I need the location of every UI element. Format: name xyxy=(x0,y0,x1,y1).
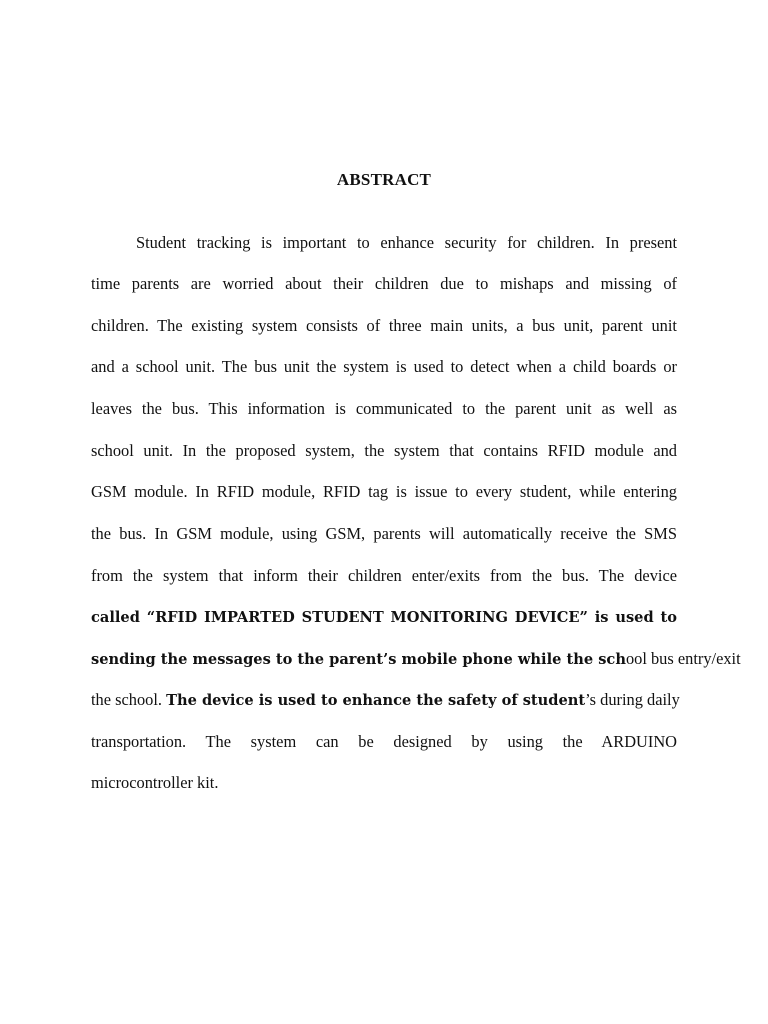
line-5-segment-1: leaves the bus. This information is communicated to the parent unit as well as xyxy=(91,399,677,418)
abstract-line-4 xyxy=(91,357,677,377)
line-12-segment-1: the school. xyxy=(91,690,167,709)
line-1-segment-1: Student tracking is important to enhance security for children. In present xyxy=(136,233,677,252)
abstract-line-2 xyxy=(91,274,677,294)
abstract-line-3 xyxy=(91,316,677,336)
line-11-segment-1: sending the messages to the parent’s mobile phone while the sch xyxy=(91,651,626,668)
line-11-segment-2: ool bus entry/exit xyxy=(625,649,741,668)
line-7-segment-1: GSM module. In RFID module, RFID tag is issue to every student, while entering xyxy=(91,482,677,501)
line-9-segment-1: from the system that inform their children enter/exits from the bus. The device xyxy=(91,566,677,585)
line-3-segment-1: children. The existing system consists of three main units, a bus unit, parent unit xyxy=(91,316,677,335)
line-14-segment-1: microcontroller kit. xyxy=(91,773,219,792)
line-13-segment-1: transportation. The system can be designed by using the ARDUINO xyxy=(91,732,677,751)
abstract-line-10 xyxy=(91,607,677,628)
line-10-segment-1: called “RFID IMPARTED STUDENT MONITORING DEVICE” is used to xyxy=(91,609,677,626)
line-4-segment-1: and a school unit. The bus unit the system is used to detect when a child boards or xyxy=(91,357,677,376)
line-8-segment-1: the bus. In GSM module, using GSM, parents will automatically receive the SMS xyxy=(91,524,677,543)
abstract-line-9 xyxy=(91,566,677,586)
abstract-line-11 xyxy=(91,649,741,670)
abstract-line-1 xyxy=(136,233,677,253)
abstract-line-8 xyxy=(91,524,677,544)
line-6-segment-1: school unit. In the proposed system, the system that contains RFID module and xyxy=(91,441,677,460)
abstract-line-5 xyxy=(91,399,677,419)
abstract-line-14 xyxy=(91,773,677,793)
abstract-heading: ABSTRACT xyxy=(336,170,432,189)
line-12-segment-2: The device is used to enhance the safety of student xyxy=(166,692,586,709)
line-12-segment-3: ’s during daily xyxy=(585,690,680,709)
abstract-line-6 xyxy=(91,441,677,461)
line-2-segment-1: time parents are worried about their children due to mishaps and missing of xyxy=(91,274,677,293)
abstract-line-7 xyxy=(91,482,677,502)
abstract-line-12 xyxy=(91,690,680,711)
abstract-line-13 xyxy=(91,732,677,752)
